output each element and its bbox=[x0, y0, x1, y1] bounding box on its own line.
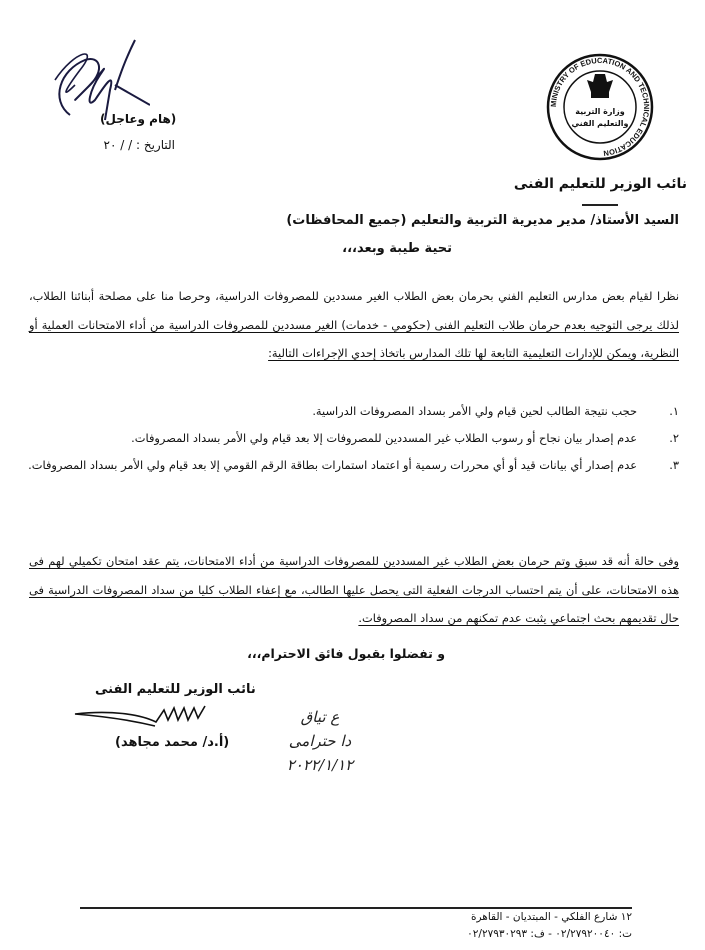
signature-scribble bbox=[70, 700, 210, 730]
list-item-text: عدم إصدار أي بيانات قيد أو أي محررات رسمية أو اعتماد استمارات بطاقة الرقم القومي إلا بعد قيام ولي الأمر بسداد المصروفات. bbox=[28, 458, 637, 472]
svg-text:والتعليم الفني: والتعليم الفني bbox=[571, 119, 629, 128]
list-item-number: ١. bbox=[669, 404, 679, 418]
handwritten-annotation bbox=[255, 705, 385, 777]
handwritten-line: ع تياق bbox=[300, 708, 340, 726]
list-item-number: ٣. bbox=[669, 458, 679, 472]
svg-text:وزارة التربية: وزارة التربية bbox=[575, 107, 625, 116]
footer-phone-fax: ت: ٠٢/٢٧٩٢٠٠٤٠ - ف: ٠٢/٢٧٩٣٠٢٩٣ bbox=[467, 928, 632, 940]
greeting: تحية طيبة وبعد،،، bbox=[342, 241, 452, 256]
date-value: / / ٢٠ bbox=[103, 138, 133, 152]
list-item bbox=[19, 452, 679, 479]
footer-divider bbox=[80, 907, 632, 909]
paragraph-supplementary-exam: وفى حالة أنه قد سبق وتم حرمان بعض الطلاب غير المسددين للمصروفات الدراسية من أداء الامتحانات، يتم عقد امتحان تكميلي لهم فى هذه الامتحانات، على أن يتم احتساب الدرجات الفعلية التى يحصل عليها الطالب، مع إعفاء الطلاب كليا من سداد المصروفات الدراسية فى حال تقديمهم بحث اجتماعي يثبت عدم تمكنهم من سداد المصروفات. bbox=[29, 554, 679, 625]
logo-ring-text: MINISTRY OF EDUCATION AND TECHNICAL EDUCATION bbox=[548, 55, 652, 158]
paragraph-intro-plain: نظرا لقيام بعض مدارس التعليم الفني بحرمان بعض الطلاب الغير مسددين للمصروفات الدراسية، وحرصا منا على مصلحة أبنائنا الطلاب، bbox=[29, 289, 679, 303]
footer-address: ١٢ شارع الفلكي - المبتديان - القاهرة bbox=[471, 911, 632, 923]
handwritten-date: ٢٠٢٢/١/١٢ bbox=[286, 756, 354, 774]
addressee: السيد الأستاذ/ مدير مديرية التربية والتعليم (جميع المحافظات) bbox=[286, 213, 679, 228]
list-item-number: ٢. bbox=[669, 431, 679, 445]
deputy-minister-title: نائب الوزير للتعليم الفنى bbox=[513, 176, 687, 192]
paragraph-intro-directive: لذلك يرجى التوجيه بعدم حرمان طلاب التعليم الفنى (حكومي - خدمات) الغير مسددين للمصروفات الدراسية من أداء الامتحانات العملية أو النظرية، ويمكن للإدارات التعليمية التابعة لها تلك المدارس باتخاذ إحدي الإجراءات التالية: bbox=[29, 317, 679, 360]
paragraph-intro bbox=[29, 282, 679, 368]
signatory-name: (أ.د/ محمد مجاهد) bbox=[115, 735, 230, 750]
handwritten-line: دا حترامى bbox=[288, 732, 352, 750]
measures-list bbox=[19, 398, 679, 479]
closing-line: و تفضلوا بقبول فائق الاحترام،،، bbox=[247, 646, 445, 661]
date-label: التاريخ : bbox=[135, 138, 175, 152]
urgent-label: (هام وعاجل) bbox=[100, 112, 177, 126]
list-item bbox=[19, 425, 679, 452]
list-item-text: حجب نتيجة الطالب لحين قيام ولي الأمر بسداد المصروفات الدراسية. bbox=[312, 404, 637, 418]
signatory-title: نائب الوزير للتعليم الفنى bbox=[95, 682, 256, 697]
header-divider bbox=[582, 204, 618, 206]
list-item-text: عدم إصدار بيان نجاح أو رسوب الطلاب غير المسددين للمصروفات إلا بعد قيام ولي الأمر بسداد المصروفات. bbox=[131, 431, 637, 445]
date-row bbox=[45, 138, 175, 152]
eagle-emblem-icon bbox=[587, 74, 613, 92]
ministry-logo-seal bbox=[545, 52, 655, 162]
list-item bbox=[19, 398, 679, 425]
